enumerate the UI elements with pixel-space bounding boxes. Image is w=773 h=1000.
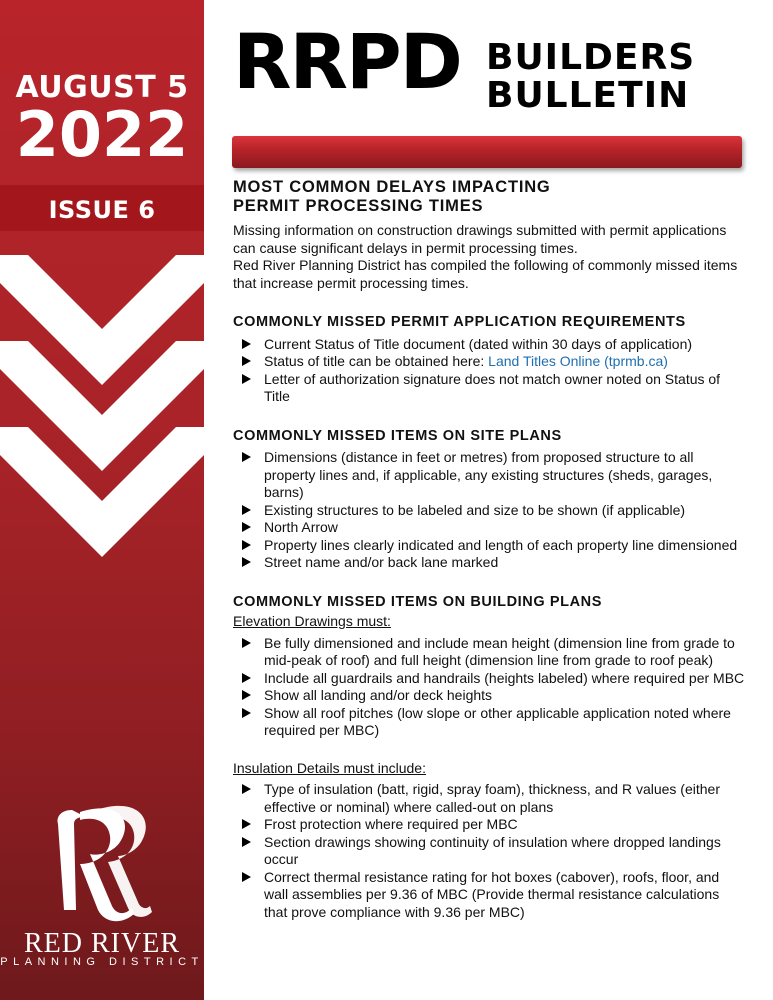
list-item: Current Status of Title document (dated within 30 days of application) xyxy=(233,336,745,354)
site-plans-heading: COMMONLY MISSED ITEMS ON SITE PLANS xyxy=(233,427,562,444)
list-item: Type of insulation (batt, rigid, spray foam), thickness, and R values (either effective or nominal) where called-out on plans xyxy=(233,781,745,816)
list-item: Status of title can be obtained here: Land Titles Online (tprmb.ca) xyxy=(233,353,745,371)
bullet-arrow-icon xyxy=(242,339,251,349)
article-title-line1: MOST COMMON DELAYS IMPACTING xyxy=(233,178,551,196)
land-titles-link[interactable]: Land Titles Online (tprmb.ca) xyxy=(488,353,668,369)
bullet-arrow-icon xyxy=(242,356,251,366)
bullet-arrow-icon xyxy=(242,784,251,794)
insulation-subheading: Insulation Details must include: xyxy=(233,759,426,776)
article-title xyxy=(233,178,745,216)
intro-paragraph-1: Missing information on construction drawings submitted with permit applications can cause significant delays in permit processing times. xyxy=(233,222,727,256)
list-item: Property lines clearly indicated and length of each property line dimensioned xyxy=(233,537,745,555)
permit-heading: COMMONLY MISSED PERMIT APPLICATION REQUIREMENTS xyxy=(233,314,686,330)
building-plans-heading: COMMONLY MISSED ITEMS ON BUILDING PLANS xyxy=(233,593,603,610)
issue-year: 2022 xyxy=(15,98,189,171)
list-item: Street name and/or back lane marked xyxy=(233,554,745,572)
intro-paragraph-2: Red River Planning District has compiled the following of commonly missed items that increase permit processing times. xyxy=(233,257,738,291)
list-item: Be fully dimensioned and include mean height (dimension line from grade to mid-peak of roof) and full height (dimension line from grade to roof peak) xyxy=(233,635,745,670)
list-item: Dimensions (distance in feet or metres) from proposed structure to all property lines and, if applicable, any existing structures (sheds, garages, barns) xyxy=(233,449,745,502)
article-title-line2: PERMIT PROCESSING TIMES xyxy=(233,197,484,215)
elevation-list xyxy=(233,635,745,740)
list-item: Section drawings showing continuity of insulation where dropped landings occur xyxy=(233,834,745,869)
insulation-list xyxy=(233,781,745,921)
list-item: Show all landing and/or deck heights xyxy=(233,687,745,705)
list-item: Existing structures to be labeled and size to be shown (if applicable) xyxy=(233,502,745,520)
bullet-arrow-icon xyxy=(242,557,251,567)
bullet-arrow-icon xyxy=(242,522,251,532)
header-acronym: RRPD xyxy=(233,17,461,106)
bullet-arrow-icon xyxy=(242,452,251,462)
bullet-arrow-icon xyxy=(242,837,251,847)
sidebar xyxy=(0,0,204,1000)
list-item: Show all roof pitches (low slope or other applicable application noted where required per MBC) xyxy=(233,705,745,740)
bullet-arrow-icon xyxy=(242,872,251,882)
logo-name: RED RIVER xyxy=(24,928,180,959)
list-item: Letter of authorization signature does not match owner noted on Status of Title xyxy=(233,371,745,406)
article xyxy=(233,178,745,921)
bullet-arrow-icon xyxy=(242,673,251,683)
site-plans-list xyxy=(233,449,745,572)
bullet-arrow-icon xyxy=(242,638,251,648)
bullet-arrow-icon xyxy=(242,374,251,384)
issue-date: AUGUST 5 xyxy=(15,70,189,105)
logo-subtitle: PLANNING DISTRICT xyxy=(0,956,204,968)
issue-number: ISSUE 6 xyxy=(48,196,156,224)
bullet-arrow-icon xyxy=(242,819,251,829)
rrpd-logo-icon xyxy=(0,790,204,930)
chevron-decoration xyxy=(0,255,204,635)
list-item: Include all guardrails and handrails (heights labeled) where required per MBC xyxy=(233,670,745,688)
header-divider-bar xyxy=(232,136,742,168)
bullet-arrow-icon xyxy=(242,690,251,700)
header-title-line2: BULLETIN xyxy=(486,75,690,116)
list-item: Correct thermal resistance rating for hot boxes (cabover), roofs, floor, and wall assemblies per 9.36 of MBC (Provide thermal resistance calculations that prove compliance with 9.36 per MBC) xyxy=(233,869,745,922)
list-item: North Arrow xyxy=(233,519,745,537)
bullet-arrow-icon xyxy=(242,505,251,515)
elevation-subheading: Elevation Drawings must: xyxy=(233,613,391,629)
header-title-line1: BUILDERS xyxy=(486,37,696,78)
permit-list xyxy=(233,336,745,406)
list-item: Frost protection where required per MBC xyxy=(233,816,745,834)
bullet-arrow-icon xyxy=(242,708,251,718)
bullet-arrow-icon xyxy=(242,540,251,550)
